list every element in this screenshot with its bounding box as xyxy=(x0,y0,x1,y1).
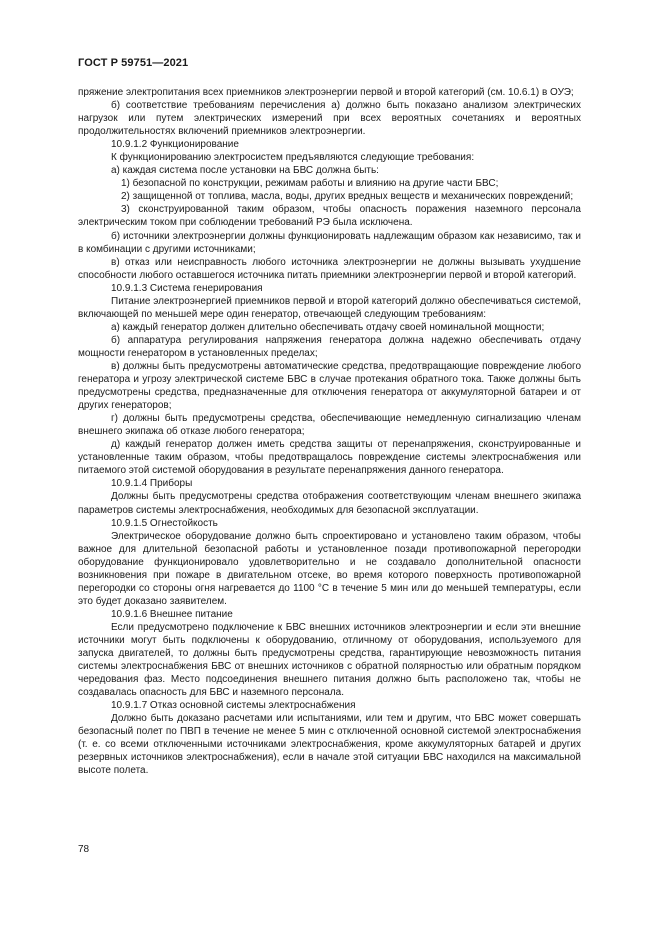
paragraph: 10.9.1.5 Огнестойкость xyxy=(111,517,218,529)
paragraph: 3) сконструированной таким образом, чтобы опасность поражения наземного персонала электрическим током при соблюдении требований РЭ была исключена. xyxy=(78,204,581,229)
paragraph: 2) защищенной от топлива, масла, воды, других вредных веществ и механических повреждений; xyxy=(121,191,574,203)
paragraph: а) каждый генератор должен длительно обеспечивать отдачу своей номинальной мощности; xyxy=(111,321,545,333)
paragraph: К функционированию электросистем предъявляются следующие требования: xyxy=(111,152,475,164)
document-header: ГОСТ Р 59751—2021 xyxy=(78,57,189,69)
document-body xyxy=(78,86,581,777)
paragraph: Питание электроэнергией приемников первой и второй категорий должно обеспечиваться системой, включающей по меньшей мере один генератор, отвечающей следующим требованиям: xyxy=(78,295,581,320)
paragraph: 10.9.1.2 Функционирование xyxy=(111,139,239,151)
paragraph: 10.9.1.6 Внешнее питание xyxy=(111,608,233,620)
paragraph: Должны быть предусмотрены средства отображения соответствующим членам внешнего экипажа параметров системы электроснабжения, необходимых для безопасной эксплуатации. xyxy=(78,491,581,516)
paragraph: 10.9.1.3 Система генерирования xyxy=(111,282,263,294)
paragraph: 10.9.1.4 Приборы xyxy=(111,478,193,490)
paragraph: в) отказ или неисправность любого источника электроэнергии не должны вызывать ухудшение способности любого оставшегося источника питать приемники электроэнергии первой и второй категорий. xyxy=(78,256,581,281)
paragraph: б) соответствие требованиям перечисления а) должно быть показано анализом электрических нагрузок или путем электрических измерений при всех вероятных сочетаниях и вероятных продолжительностях включений приемников электроэнергии. xyxy=(78,100,581,138)
paragraph: 10.9.1.7 Отказ основной системы электроснабжения xyxy=(111,700,356,712)
paragraph: Электрическое оборудование должно быть спроектировано и установлено таким образом, чтобы важное для длительной безопасной работы и установленное позади противопожарной перегородки оборудование функционировало удовлетворительно и не создавало дополнительной опасности возникновения при пожаре в двигательном отсеке, во время которого поверхность противопожарной перегородки со стороны огня нагревается до 1100 °С в течение 5 мин или до меньшей температуры, если это будет доказано заявителем. xyxy=(78,530,581,607)
paragraph: б) аппаратура регулирования напряжения генератора должна надежно обеспечивать отдачу мощности генератором в установленных пределах; xyxy=(78,334,581,359)
page-number: 78 xyxy=(78,844,90,855)
paragraph: г) должны быть предусмотрены средства, обеспечивающие немедленную сигнализацию членам внешнего экипажа об отказе любого генератора; xyxy=(78,413,581,438)
paragraph: 1) безопасной по конструкции, режимам работы и влиянию на другие части БВС; xyxy=(121,178,499,190)
paragraph: д) каждый генератор должен иметь средства защиты от перенапряжения, сконструированные и установленные таким образом, чтобы предотвращалось повреждение системы электроснабжения или питаемого этой системой оборудования в результате перенапряжения данного генератора. xyxy=(78,439,581,477)
paragraph: в) должны быть предусмотрены автоматические средства, предотвращающие повреждение любого генератора и угрозу электрической системе БВС в случае протекания обратного тока. Также должны быть предусмотрены средства, предназначенные для отключения генератора от аккумуляторной батареи и от других генераторов; xyxy=(78,360,581,412)
paragraph: б) источники электроэнергии должны функционировать надлежащим образом как независимо, так и в комбинации с другими источниками; xyxy=(78,230,581,255)
paragraph: а) каждая система после установки на БВС должна быть: xyxy=(111,165,379,177)
paragraph: пряжение электропитания всех приемников электроэнергии первой и второй категорий (см. 10.6.1) в ОУЭ; xyxy=(78,87,574,98)
paragraph: Должно быть доказано расчетами или испытаниями, или тем и другим, что БВС может совершать безопасный полет по ПВП в течение не менее 5 мин с отключенной основной системой электроснабжения (т. е. со всеми отключенными источниками электроснабжения, кроме аккумуляторных батарей и других резервных источников электроснабжения), если в начале этой ситуации БВС находился на максимальной высоте полета. xyxy=(78,713,581,777)
paragraph: Если предусмотрено подключение к БВС внешних источников электроэнергии и если эти внешние источники могут быть подключены к оборудованию, отличному от оборудования, используемого для запуска двигателей, то должны быть предусмотрены средства, гарантирующие невозможность питания системы электроснабжения БВС от внешних источников с обратной полярностью или обратным порядком чередования фаз. Место подсоединения внешнего питания должно быть расположено так, чтобы не создавалась опасность для БВС и наземного персонала. xyxy=(78,621,581,699)
